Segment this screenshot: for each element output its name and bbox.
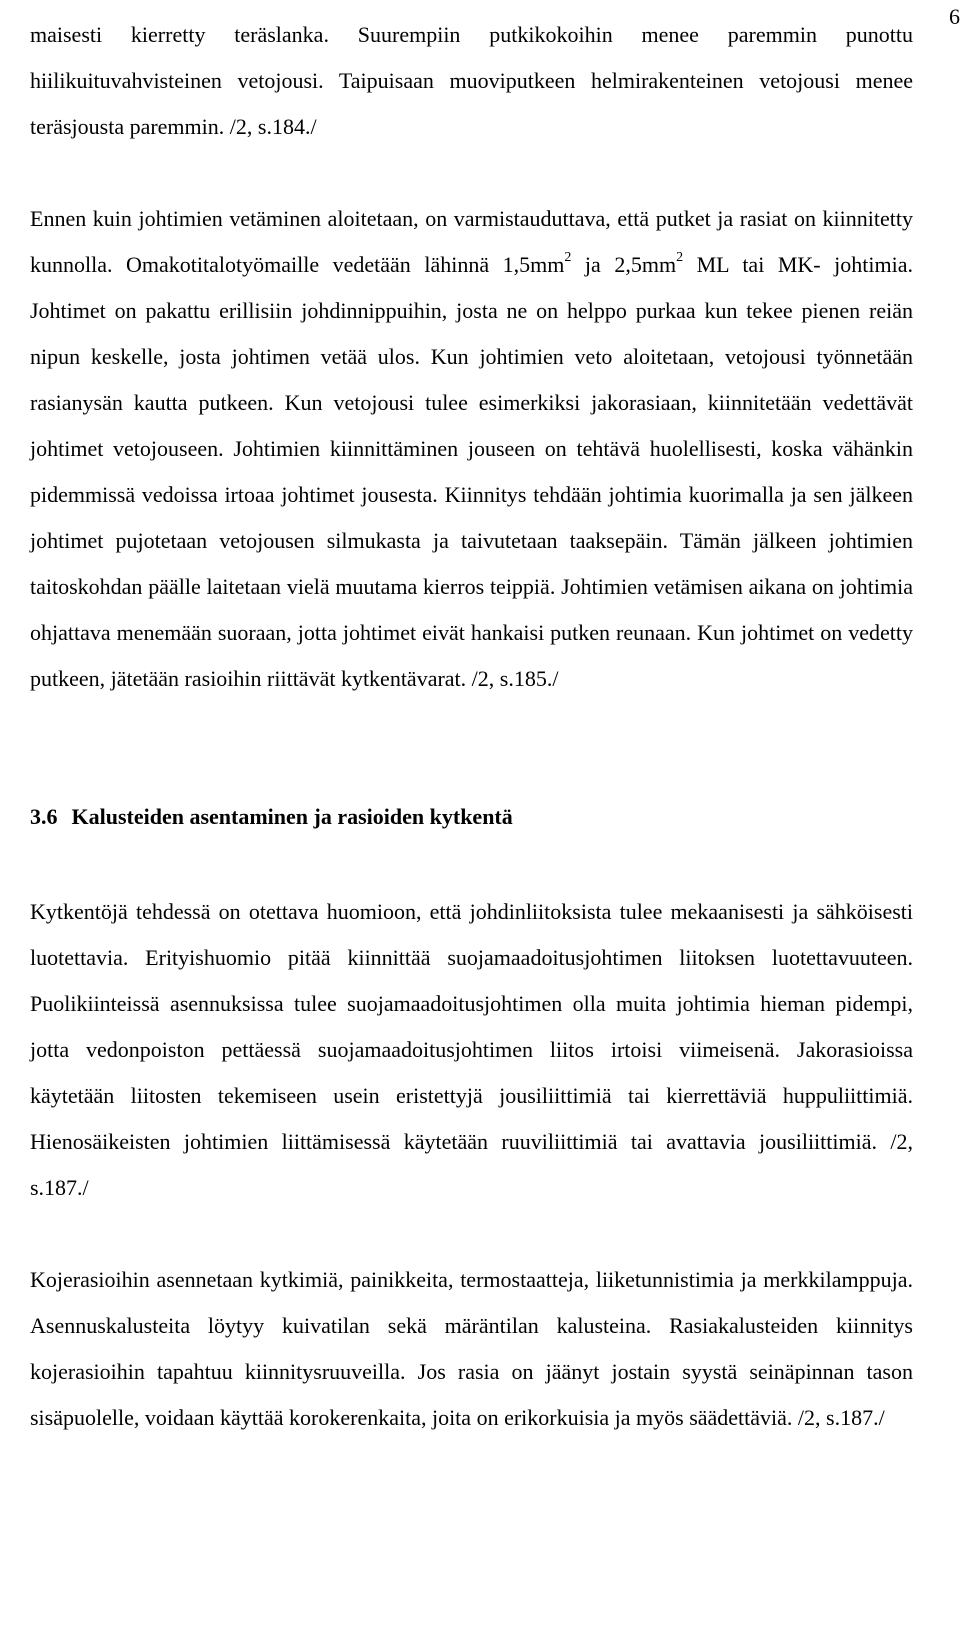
superscript-2: 2 [676,249,684,265]
paragraph-johtimien-vetaminen [30,196,913,702]
paragraph-text-part-1: Ennen kuin johtimien vetäminen aloitetaan, on varmistauduttava, että putket ja rasiat on kiinnitetty kunnolla. Omakotitalotyömaille vedetään lähinnä 1,5mm [30,206,913,277]
paragraph-vetojousi: maisesti kierretty teräslanka. Suurempiin putkikokoihin menee paremmin punottu hiilikuituvahvisteinen vetojousi. Taipuisaan muoviputkeen helmirakenteinen vetojousi menee teräsjousta paremmin. /2, s.184./ [30,22,913,139]
section-heading [30,794,913,840]
document-body [30,12,913,1441]
section-number: 3.6 [30,804,58,829]
paragraph-kojerasiat: Kojerasioihin asennetaan kytkimiä, painikkeita, termostaatteja, liiketunnistimia ja merkkilamppuja. Asennuskalusteita löytyy kuivatilan sekä märäntilan kalusteina. Rasiakalusteiden kiinnitys kojerasioihin tapahtuu kiinnitysruuveilla. Jos rasia on jäänyt jostain syystä seinäpinnan tason sisäpuolelle, voidaan käyttää korokerenkaita, joita on erikorkuisia ja myös säädettäviä. /2, s.187./ [30,1267,913,1430]
superscript-2: 2 [564,249,572,265]
section-title: Kalusteiden asentaminen ja rasioiden kytkentä [71,804,513,829]
paragraph-text-part-2: ja 2,5mm [571,252,677,277]
paragraph-text-part-3: ML tai MK- johtimia. Johtimet on pakattu erillisiin johdinnippuihin, josta ne on helppo purkaa kun tekee pienen reiän nipun keskelle, josta johtimen vetää ulos. Kun johtimien veto aloitetaan, vetojousi työnnetään rasianysän kautta putkeen. Kun vetojousi tulee esimerkiksi jakorasiaan, kiinnitetään vedettävät johtimet vetojouseen. Johtimien kiinnittäminen jouseen on tehtävä huolellisesti, koska vähänkin pidemmissä vedoissa irtoaa johtimet jousesta. Kiinnitys tehdään johtimia kuorimalla ja sen jälkeen johtimet pujotetaan vetojousen silmukasta ja taivutetaan taaksepäin. Tämän jälkeen johtimien taitoskohdan päälle laitetaan vielä muutama kierros teippiä. Johtimien vetämisen aikana on johtimia ohjattava menemään suoraan, jotta johtimet eivät hankaisi putken reunaan. Kun johtimet on vedetty putkeen, jätetään rasioihin riittävät kytkentävarat. /2, s.185./ [30,252,913,691]
paragraph-kytkennat: Kytkentöjä tehdessä on otettava huomioon, että johdinliitoksista tulee mekaanisesti ja sähköisesti luotettavia. Erityishuomio pitää kiinnittää suojamaadoitusjohtimen liitoksen luotettavuuteen. Puolikiinteissä asennuksissa tulee suojamaadoitusjohtimen olla muita johtimia hieman pidempi, jotta vedonpoiston pettäessä suojamaadoitusjohtimen liitos irtoisi viimeisenä. Jakorasioissa käytetään liitosten tekemiseen usein eristettyjä jousiliittimiä tai kierrettäviä huppuliittimiä. Hienosäikeisten johtimien liittämisessä käytetään ruuviliittimiä tai avattavia jousiliittimiä. /2, s.187./ [30,899,913,1200]
page-number: 6 [949,4,960,29]
